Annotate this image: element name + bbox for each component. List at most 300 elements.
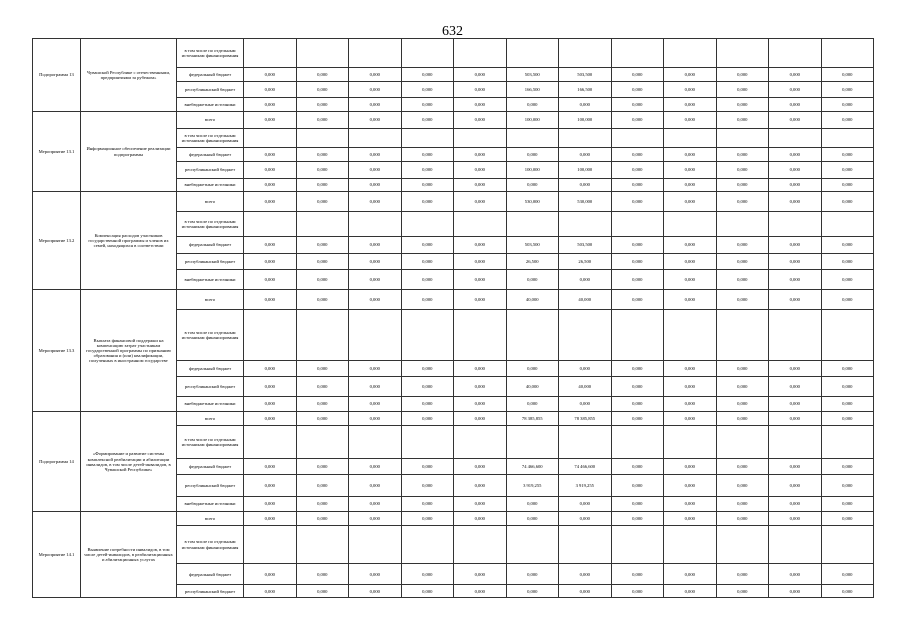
amount-cell: 0,000 — [664, 237, 717, 254]
amount-cell: 0,000 — [821, 585, 874, 598]
amount-cell: 0,000 — [821, 111, 874, 128]
amount-cell — [664, 525, 717, 564]
amount-cell: 40,000 — [506, 290, 559, 310]
amount-cell — [716, 212, 769, 237]
amount-cell — [769, 525, 822, 564]
amount-cell: 0,000 — [506, 396, 559, 412]
table-row — [33, 192, 874, 212]
amount-cell — [296, 425, 349, 458]
funding-source: внебюджетные источники — [177, 178, 244, 192]
amount-cell: 0,000 — [506, 496, 559, 512]
funding-source: федеральный бюджет — [177, 361, 244, 377]
amount-cell: 0,000 — [664, 396, 717, 412]
amount-cell: 0,000 — [296, 412, 349, 426]
amount-cell: 0,000 — [401, 564, 454, 585]
amount-cell: 0,000 — [664, 459, 717, 475]
amount-cell: 0,000 — [454, 290, 507, 310]
funding-source: в том числе по отдельным источникам финансирования — [177, 212, 244, 237]
amount-cell: 530,000 — [506, 192, 559, 212]
amount-cell: 0,000 — [401, 253, 454, 270]
amount-cell: 0,000 — [664, 68, 717, 82]
amount-cell: 0,000 — [401, 148, 454, 162]
amount-cell — [296, 525, 349, 564]
amount-cell: 0,000 — [664, 178, 717, 192]
amount-cell: 0,000 — [506, 178, 559, 192]
amount-cell: 0,000 — [296, 564, 349, 585]
amount-cell: 0,000 — [611, 474, 664, 496]
amount-cell — [401, 425, 454, 458]
amount-cell: 0,000 — [821, 376, 874, 396]
amount-cell: 0,000 — [349, 585, 402, 598]
amount-cell: 0,000 — [506, 564, 559, 585]
budget-table — [32, 38, 874, 598]
amount-cell — [349, 525, 402, 564]
amount-cell: 0,000 — [611, 192, 664, 212]
amount-cell: 0,000 — [716, 253, 769, 270]
amount-cell: 0,000 — [821, 512, 874, 526]
amount-cell: 0,000 — [244, 98, 297, 112]
amount-cell: 0,000 — [559, 564, 612, 585]
amount-cell: 0,000 — [821, 81, 874, 98]
amount-cell: 26,500 — [559, 253, 612, 270]
amount-cell: 0,000 — [821, 237, 874, 254]
amount-cell — [244, 525, 297, 564]
amount-cell: 0,000 — [611, 290, 664, 310]
amount-cell: 503,500 — [506, 237, 559, 254]
amount-cell: 0,000 — [821, 564, 874, 585]
amount-cell: 0,000 — [244, 396, 297, 412]
amount-cell: 0,000 — [611, 178, 664, 192]
amount-cell: 100,000 — [506, 161, 559, 178]
amount-cell: 0,000 — [559, 361, 612, 377]
amount-cell — [506, 310, 559, 361]
amount-cell: 0,000 — [769, 512, 822, 526]
funding-source: всего — [177, 290, 244, 310]
amount-cell: 0,000 — [401, 512, 454, 526]
amount-cell: 0,000 — [454, 376, 507, 396]
amount-cell: 0,000 — [611, 81, 664, 98]
amount-cell: 0,000 — [664, 564, 717, 585]
amount-cell — [716, 128, 769, 148]
amount-cell: 0,000 — [821, 496, 874, 512]
amount-cell: 0,000 — [401, 81, 454, 98]
amount-cell — [716, 525, 769, 564]
amount-cell: 0,000 — [506, 361, 559, 377]
funding-source: республиканский бюджет — [177, 81, 244, 98]
amount-cell: 0,000 — [349, 412, 402, 426]
program-description: Выплата финансовой поддержки на компенсацию затрат участникам государственной программы по признанию образования и (или) квалификации, полученных в иностранном государстве — [81, 290, 177, 412]
amount-cell: 0,000 — [454, 412, 507, 426]
amount-cell: 0,000 — [716, 459, 769, 475]
funding-source: в том числе по отдельным источникам финансирования — [177, 425, 244, 458]
amount-cell: 0,000 — [349, 98, 402, 112]
amount-cell: 0,000 — [716, 564, 769, 585]
funding-source: федеральный бюджет — [177, 459, 244, 475]
amount-cell: 0,000 — [821, 270, 874, 290]
amount-cell: 0,000 — [244, 111, 297, 128]
amount-cell: 0,000 — [349, 192, 402, 212]
funding-source: внебюджетные источники — [177, 98, 244, 112]
amount-cell: 0,000 — [769, 192, 822, 212]
amount-cell: 0,000 — [349, 81, 402, 98]
amount-cell: 0,000 — [454, 496, 507, 512]
amount-cell: 0,000 — [769, 98, 822, 112]
amount-cell: 74 466,600 — [559, 459, 612, 475]
amount-cell: 0,000 — [349, 496, 402, 512]
amount-cell: 0,000 — [559, 178, 612, 192]
amount-cell: 0,000 — [821, 474, 874, 496]
amount-cell: 0,000 — [296, 361, 349, 377]
amount-cell: 0,000 — [664, 192, 717, 212]
amount-cell: 0,000 — [664, 361, 717, 377]
amount-cell: 0,000 — [296, 68, 349, 82]
amount-cell — [296, 39, 349, 68]
amount-cell: 0,000 — [401, 361, 454, 377]
funding-source: федеральный бюджет — [177, 564, 244, 585]
program-label: Мероприятие 13.3 — [33, 290, 81, 412]
amount-cell: 0,000 — [296, 178, 349, 192]
amount-cell: 0,000 — [821, 192, 874, 212]
amount-cell: 100,000 — [506, 111, 559, 128]
amount-cell — [611, 425, 664, 458]
funding-source: внебюджетные источники — [177, 270, 244, 290]
program-description: Чувашской Республике с отечественными, предприятиями за рубежом» — [81, 39, 177, 112]
funding-source: всего — [177, 111, 244, 128]
amount-cell: 0,000 — [296, 270, 349, 290]
amount-cell — [769, 425, 822, 458]
amount-cell: 0,000 — [349, 148, 402, 162]
amount-cell: 0,000 — [664, 148, 717, 162]
funding-source: в том числе по отдельным источникам финансирования — [177, 525, 244, 564]
amount-cell: 0,000 — [349, 564, 402, 585]
amount-cell: 0,000 — [506, 148, 559, 162]
amount-cell — [664, 425, 717, 458]
amount-cell: 0,000 — [454, 585, 507, 598]
amount-cell — [559, 310, 612, 361]
amount-cell: 0,000 — [349, 290, 402, 310]
amount-cell: 0,000 — [349, 361, 402, 377]
amount-cell: 3 919,255 — [506, 474, 559, 496]
amount-cell — [821, 39, 874, 68]
amount-cell — [506, 128, 559, 148]
amount-cell: 0,000 — [349, 396, 402, 412]
amount-cell: 0,000 — [454, 178, 507, 192]
amount-cell — [349, 425, 402, 458]
table-row — [33, 290, 874, 310]
amount-cell: 0,000 — [716, 81, 769, 98]
amount-cell — [401, 525, 454, 564]
amount-cell — [349, 310, 402, 361]
amount-cell: 0,000 — [349, 111, 402, 128]
amount-cell: 0,000 — [349, 68, 402, 82]
amount-cell: 0,000 — [296, 474, 349, 496]
program-description: Выявление потребности инвалидов, в том числе детей-инвалидов, в реабилитационных и абилитационных услугах — [81, 512, 177, 598]
amount-cell: 0,000 — [401, 376, 454, 396]
amount-cell: 0,000 — [611, 253, 664, 270]
amount-cell: 0,000 — [611, 496, 664, 512]
funding-source: в том числе по отдельным источникам финансирования — [177, 128, 244, 148]
amount-cell: 0,000 — [349, 253, 402, 270]
amount-cell: 0,000 — [769, 474, 822, 496]
amount-cell — [296, 212, 349, 237]
amount-cell — [821, 128, 874, 148]
amount-cell: 0,000 — [454, 253, 507, 270]
amount-cell: 0,000 — [401, 98, 454, 112]
amount-cell: 100,000 — [559, 161, 612, 178]
amount-cell — [296, 128, 349, 148]
amount-cell: 0,000 — [769, 459, 822, 475]
amount-cell: 0,000 — [401, 237, 454, 254]
amount-cell: 0,000 — [716, 585, 769, 598]
amount-cell — [664, 39, 717, 68]
program-label: Мероприятие 13.2 — [33, 192, 81, 290]
amount-cell — [559, 425, 612, 458]
amount-cell — [559, 525, 612, 564]
amount-cell: 3 919,255 — [559, 474, 612, 496]
amount-cell: 0,000 — [664, 585, 717, 598]
amount-cell: 0,000 — [244, 290, 297, 310]
amount-cell — [454, 128, 507, 148]
amount-cell: 0,000 — [769, 161, 822, 178]
amount-cell: 530,000 — [559, 192, 612, 212]
amount-cell — [296, 310, 349, 361]
amount-cell — [454, 425, 507, 458]
amount-cell: 0,000 — [296, 161, 349, 178]
amount-cell: 0,000 — [664, 111, 717, 128]
amount-cell: 0,000 — [769, 68, 822, 82]
amount-cell — [821, 425, 874, 458]
amount-cell: 0,000 — [454, 148, 507, 162]
amount-cell: 0,000 — [716, 396, 769, 412]
amount-cell: 0,000 — [296, 98, 349, 112]
amount-cell: 0,000 — [716, 161, 769, 178]
amount-cell: 0,000 — [664, 81, 717, 98]
amount-cell: 0,000 — [244, 270, 297, 290]
amount-cell: 0,000 — [454, 361, 507, 377]
amount-cell: 503,500 — [559, 237, 612, 254]
amount-cell: 0,000 — [349, 161, 402, 178]
amount-cell: 0,000 — [401, 178, 454, 192]
amount-cell: 0,000 — [454, 98, 507, 112]
amount-cell — [401, 128, 454, 148]
amount-cell — [769, 128, 822, 148]
amount-cell: 0,000 — [349, 270, 402, 290]
amount-cell: 0,000 — [244, 585, 297, 598]
amount-cell: 0,000 — [454, 512, 507, 526]
amount-cell: 0,000 — [769, 148, 822, 162]
amount-cell — [611, 128, 664, 148]
funding-source: в том числе по отдельным источникам финансирования — [177, 310, 244, 361]
amount-cell: 0,000 — [244, 496, 297, 512]
table-row — [33, 39, 874, 68]
amount-cell: 0,000 — [296, 253, 349, 270]
amount-cell: 0,000 — [769, 376, 822, 396]
amount-cell: 0,000 — [611, 361, 664, 377]
table-row — [33, 412, 874, 426]
amount-cell: 0,000 — [296, 496, 349, 512]
amount-cell: 0,000 — [296, 585, 349, 598]
amount-cell: 166,500 — [506, 81, 559, 98]
amount-cell: 100,000 — [559, 111, 612, 128]
amount-cell: 0,000 — [821, 161, 874, 178]
amount-cell — [506, 212, 559, 237]
amount-cell — [611, 39, 664, 68]
amount-cell: 0,000 — [716, 98, 769, 112]
amount-cell: 0,000 — [296, 459, 349, 475]
amount-cell: 40,000 — [506, 376, 559, 396]
amount-cell: 0,000 — [559, 496, 612, 512]
amount-cell: 0,000 — [454, 81, 507, 98]
amount-cell: 0,000 — [349, 178, 402, 192]
amount-cell: 0,000 — [716, 290, 769, 310]
amount-cell: 0,000 — [454, 474, 507, 496]
amount-cell — [611, 212, 664, 237]
amount-cell — [716, 425, 769, 458]
amount-cell: 0,000 — [611, 111, 664, 128]
amount-cell — [244, 212, 297, 237]
page-number: 632 — [442, 24, 463, 39]
amount-cell: 0,000 — [401, 585, 454, 598]
amount-cell: 0,000 — [821, 361, 874, 377]
amount-cell: 0,000 — [769, 290, 822, 310]
funding-source: федеральный бюджет — [177, 68, 244, 82]
amount-cell: 0,000 — [611, 412, 664, 426]
amount-cell: 0,000 — [244, 81, 297, 98]
amount-cell — [611, 525, 664, 564]
amount-cell: 0,000 — [769, 81, 822, 98]
amount-cell — [244, 310, 297, 361]
amount-cell: 0,000 — [401, 459, 454, 475]
program-label: Мероприятие 13.1 — [33, 111, 81, 191]
program-label: Подпрограмма 14 — [33, 412, 81, 512]
amount-cell: 0,000 — [454, 111, 507, 128]
amount-cell: 0,000 — [769, 396, 822, 412]
amount-cell: 0,000 — [716, 192, 769, 212]
amount-cell: 0,000 — [454, 396, 507, 412]
amount-cell: 0,000 — [349, 459, 402, 475]
amount-cell: 0,000 — [296, 192, 349, 212]
amount-cell: 0,000 — [664, 270, 717, 290]
funding-source: республиканский бюджет — [177, 376, 244, 396]
funding-source: всего — [177, 192, 244, 212]
amount-cell: 0,000 — [716, 68, 769, 82]
funding-source: всего — [177, 412, 244, 426]
amount-cell: 0,000 — [296, 237, 349, 254]
amount-cell: 0,000 — [611, 98, 664, 112]
amount-cell: 0,000 — [611, 237, 664, 254]
amount-cell — [349, 212, 402, 237]
amount-cell — [401, 39, 454, 68]
funding-source: республиканский бюджет — [177, 161, 244, 178]
amount-cell: 0,000 — [769, 585, 822, 598]
amount-cell: 0,000 — [349, 376, 402, 396]
amount-cell — [664, 212, 717, 237]
amount-cell: 0,000 — [454, 459, 507, 475]
amount-cell: 0,000 — [244, 564, 297, 585]
amount-cell — [454, 525, 507, 564]
funding-source: в том числе по отдельным источникам финансирования — [177, 39, 244, 68]
amount-cell: 0,000 — [664, 412, 717, 426]
amount-cell: 0,000 — [401, 474, 454, 496]
amount-cell: 0,000 — [664, 290, 717, 310]
amount-cell: 0,000 — [559, 148, 612, 162]
amount-cell — [769, 212, 822, 237]
amount-cell: 0,000 — [716, 178, 769, 192]
amount-cell: 0,000 — [244, 253, 297, 270]
amount-cell: 0,000 — [821, 178, 874, 192]
amount-cell: 0,000 — [769, 361, 822, 377]
amount-cell: 0,000 — [401, 111, 454, 128]
amount-cell: 78 385,855 — [559, 412, 612, 426]
amount-cell: 0,000 — [454, 68, 507, 82]
amount-cell: 0,000 — [716, 111, 769, 128]
amount-cell: 0,000 — [611, 459, 664, 475]
amount-cell: 0,000 — [611, 68, 664, 82]
funding-source: республиканский бюджет — [177, 253, 244, 270]
amount-cell — [716, 310, 769, 361]
amount-cell — [821, 310, 874, 361]
amount-cell — [769, 310, 822, 361]
amount-cell: 0,000 — [506, 585, 559, 598]
amount-cell: 0,000 — [296, 512, 349, 526]
amount-cell: 0,000 — [401, 68, 454, 82]
amount-cell: 0,000 — [296, 290, 349, 310]
funding-source: внебюджетные источники — [177, 496, 244, 512]
amount-cell: 0,000 — [664, 512, 717, 526]
amount-cell: 0,000 — [769, 111, 822, 128]
amount-cell: 0,000 — [611, 396, 664, 412]
program-description: «Формирование и развитие системы комплексной реабилитации и абилитации инвалидов, в том числе детей-инвалидов, в Чувашской Республике» — [81, 412, 177, 512]
amount-cell: 0,000 — [611, 148, 664, 162]
amount-cell — [244, 425, 297, 458]
amount-cell: 503,500 — [506, 68, 559, 82]
amount-cell: 0,000 — [349, 474, 402, 496]
amount-cell: 40,000 — [559, 290, 612, 310]
amount-cell: 0,000 — [244, 361, 297, 377]
amount-cell: 0,000 — [821, 148, 874, 162]
amount-cell: 0,000 — [296, 148, 349, 162]
amount-cell: 0,000 — [664, 496, 717, 512]
amount-cell: 0,000 — [506, 270, 559, 290]
amount-cell: 503,500 — [559, 68, 612, 82]
amount-cell — [559, 212, 612, 237]
amount-cell — [559, 128, 612, 148]
amount-cell — [821, 525, 874, 564]
amount-cell: 40,000 — [559, 376, 612, 396]
amount-cell — [506, 425, 559, 458]
amount-cell: 0,000 — [716, 376, 769, 396]
amount-cell: 0,000 — [664, 161, 717, 178]
amount-cell: 0,000 — [401, 161, 454, 178]
amount-cell: 0,000 — [611, 270, 664, 290]
amount-cell: 0,000 — [454, 237, 507, 254]
table-row — [33, 111, 874, 128]
amount-cell: 0,000 — [506, 98, 559, 112]
amount-cell: 0,000 — [296, 396, 349, 412]
amount-cell: 0,000 — [716, 474, 769, 496]
amount-cell — [611, 310, 664, 361]
amount-cell: 0,000 — [244, 148, 297, 162]
amount-cell — [664, 128, 717, 148]
funding-source: федеральный бюджет — [177, 237, 244, 254]
amount-cell: 0,000 — [401, 396, 454, 412]
amount-cell: 0,000 — [611, 512, 664, 526]
amount-cell — [454, 310, 507, 361]
amount-cell: 0,000 — [821, 412, 874, 426]
amount-cell: 0,000 — [296, 111, 349, 128]
amount-cell — [244, 39, 297, 68]
amount-cell — [244, 128, 297, 148]
